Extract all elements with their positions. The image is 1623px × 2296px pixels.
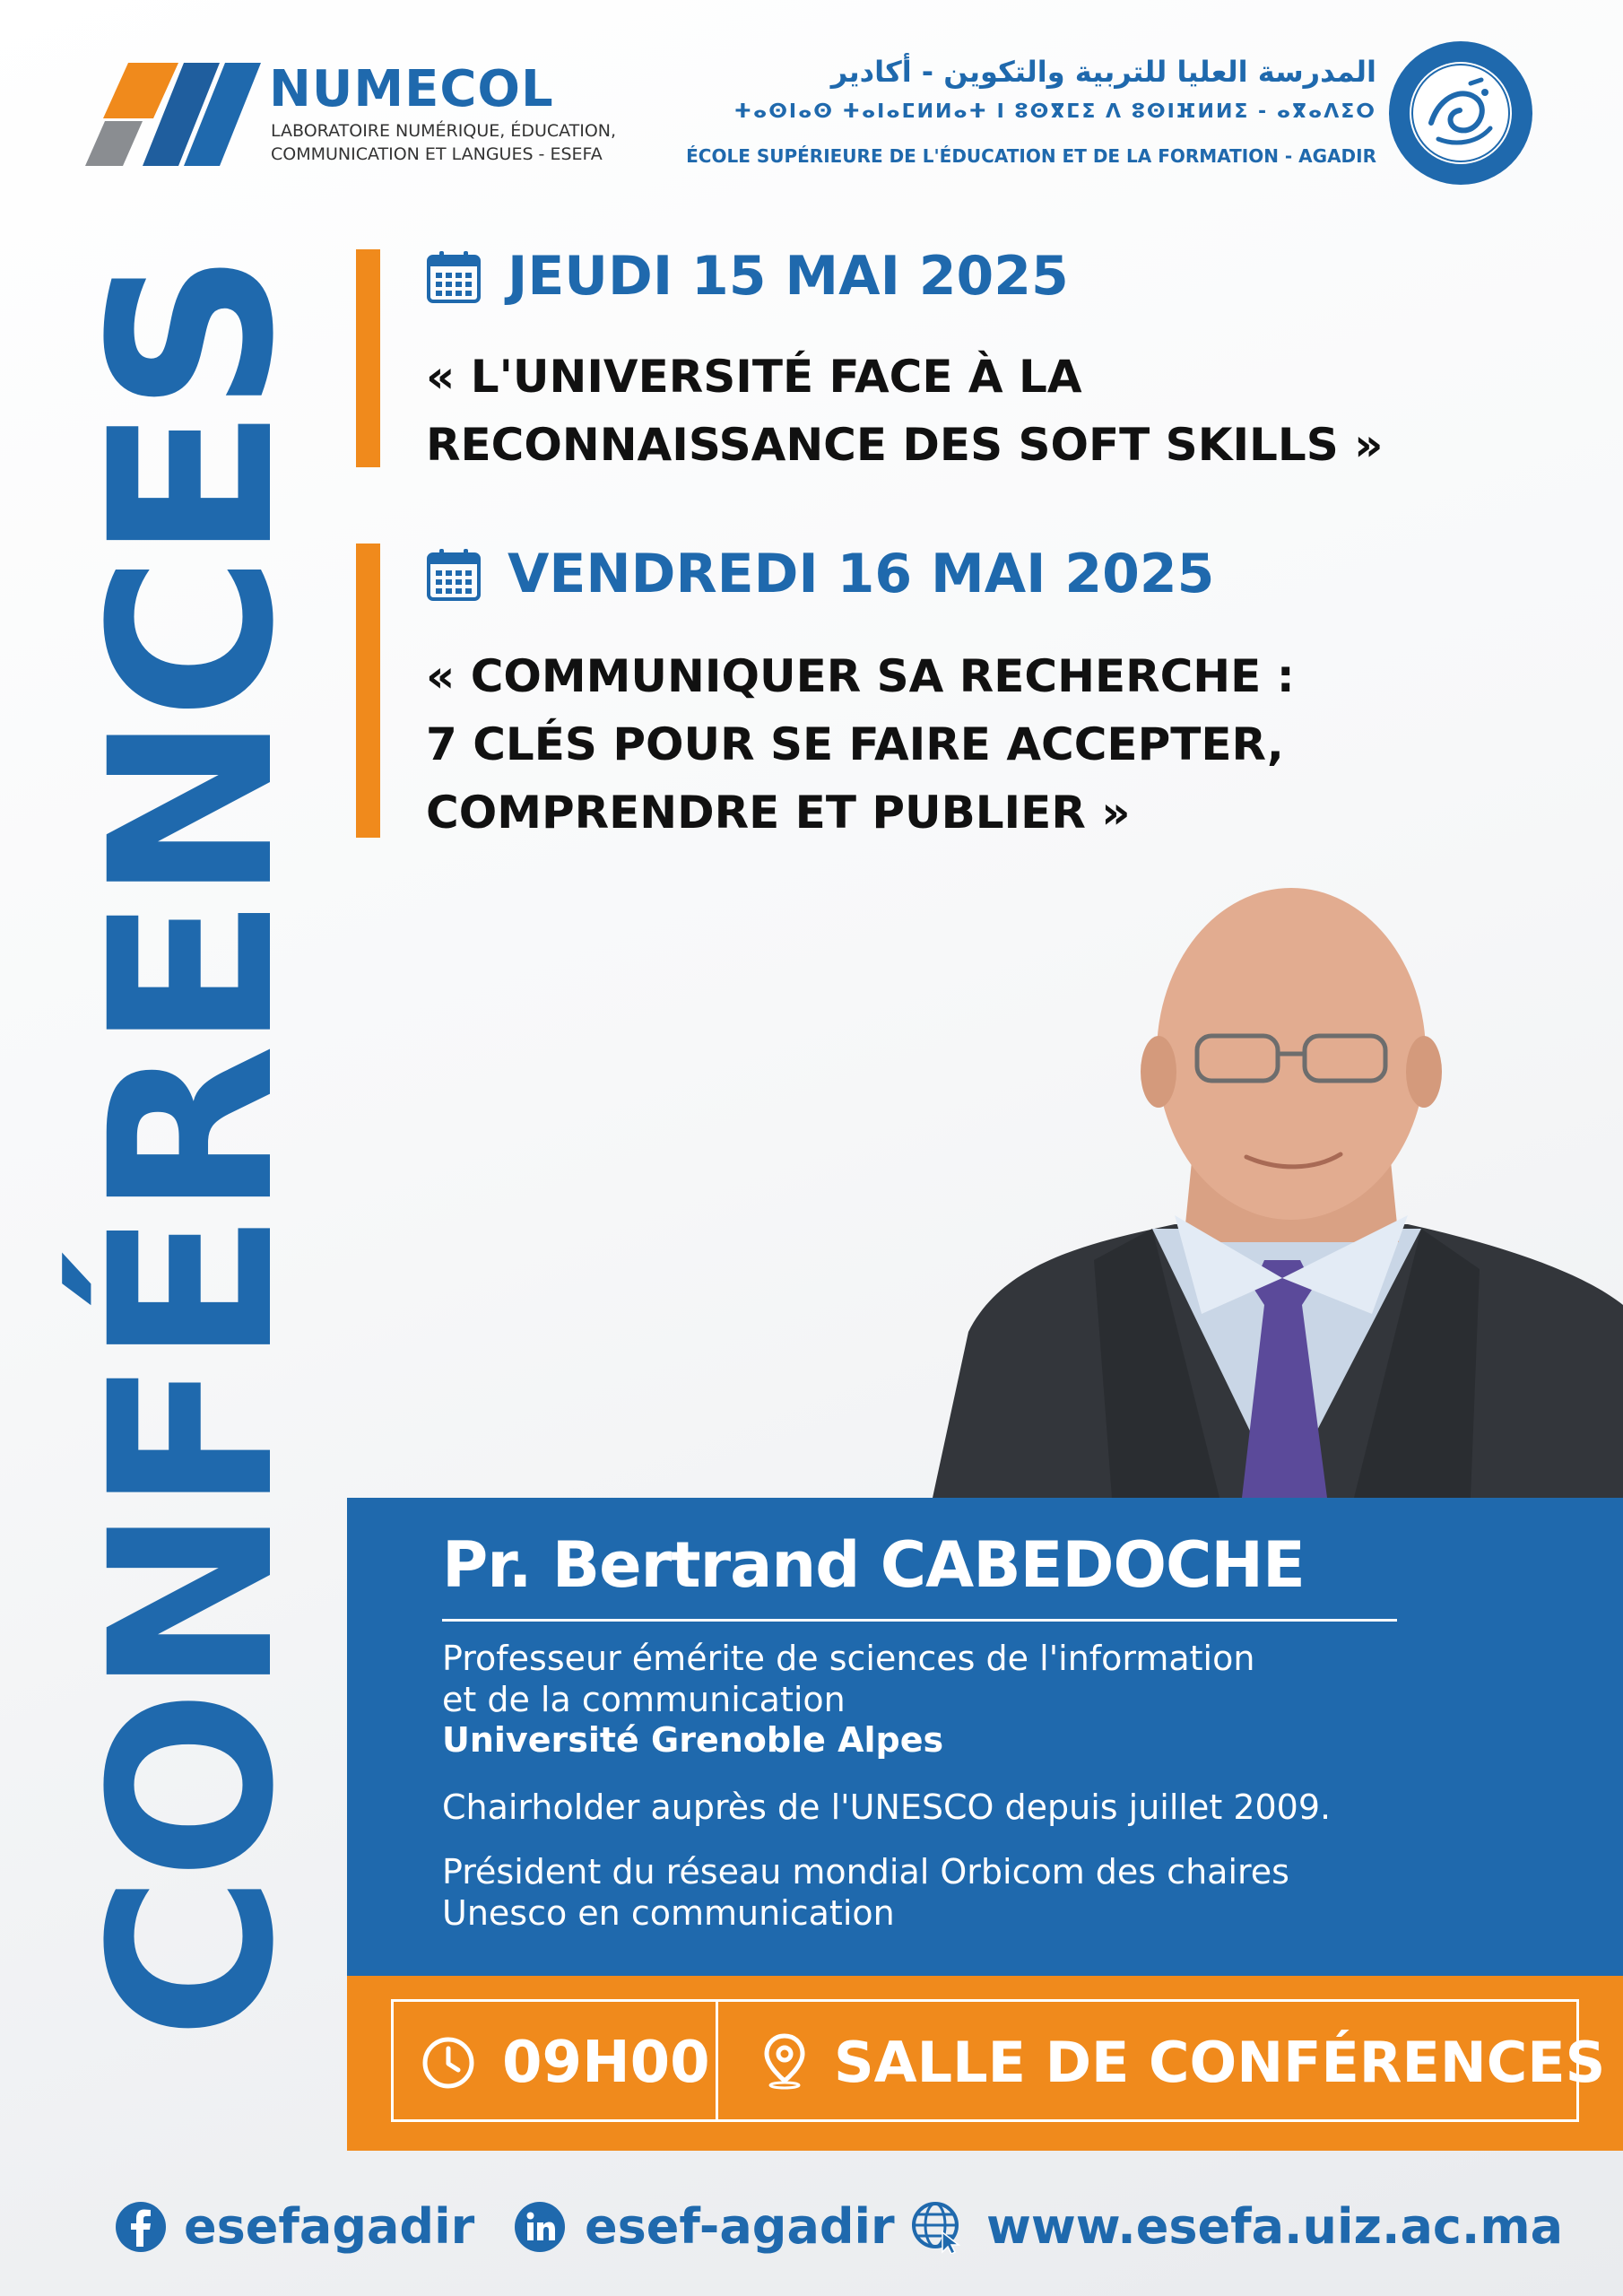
speaker-university: Université Grenoble Alpes: [442, 1720, 944, 1760]
speaker-name-underline: [442, 1619, 1397, 1622]
conference-1-topic-line-2: RECONNAISSANCE DES SOFT SKILLS »: [426, 419, 1384, 471]
conference-2-topic-line-3: COMPRENDRE ET PUBLIER »: [426, 787, 1131, 839]
globe-icon[interactable]: [910, 2200, 964, 2254]
speaker-bio-line: Chairholder auprès de l'UNESCO depuis juillet 2009.: [442, 1787, 1332, 1827]
calendar-icon: [426, 249, 482, 305]
facebook-link[interactable]: esefagadir: [184, 2198, 475, 2255]
linkedin-icon[interactable]: [513, 2200, 567, 2254]
conference-1-topic-line-1: « L'UNIVERSITÉ FACE À LA: [426, 351, 1082, 403]
speaker-portrait: [933, 883, 1623, 1498]
info-divider: [716, 1999, 718, 2122]
facebook-icon[interactable]: [114, 2200, 168, 2254]
conference-1-date: JEUDI 15 MAI 2025: [508, 245, 1069, 308]
school-name-arabic: المدرسة العليا للتربية والتكوين - أكادير: [830, 55, 1376, 89]
speaker-bio-line: et de la communication: [442, 1680, 846, 1719]
numecol-name: NUMECOL: [269, 60, 554, 118]
numecol-logo: [85, 63, 265, 166]
university-seal-logo: [1388, 40, 1533, 186]
event-time: 09H00: [502, 2030, 710, 2096]
event-location: SALLE DE CONFÉRENCES: [834, 2030, 1606, 2095]
calendar-icon: [426, 547, 482, 603]
numecol-subtitle-line-1: LABORATOIRE NUMÉRIQUE, ÉDUCATION,: [271, 121, 617, 141]
location-pin-icon: [762, 2032, 807, 2090]
conference-2-date: VENDREDI 16 MAI 2025: [508, 543, 1215, 605]
speaker-bio-line: Professeur émérite de sciences de l'information: [442, 1639, 1255, 1678]
numecol-subtitle-line-2: COMMUNICATION ET LANGUES - ESEFA: [271, 144, 603, 164]
school-name-french: ÉCOLE SUPÉRIEURE DE L'ÉDUCATION ET DE LA FORMATION - AGADIR: [686, 145, 1376, 167]
speaker-name: Pr. Bertrand CABEDOCHE: [442, 1528, 1305, 1602]
speaker-bio-line: Président du réseau mondial Orbicom des chaires: [442, 1852, 1289, 1892]
linkedin-link[interactable]: esef-agadir: [585, 2198, 895, 2255]
conference-2-topic-line-2: 7 CLÉS POUR SE FAIRE ACCEPTER,: [426, 718, 1284, 770]
speaker-bio-line: Unesco en communication: [442, 1893, 895, 1933]
vertical-title: CONFÉRENCES: [62, 257, 323, 2039]
conference-2-topic-line-1: « COMMUNIQUER SA RECHERCHE :: [426, 650, 1295, 702]
clock-icon: [421, 2036, 475, 2090]
accent-bar: [356, 544, 380, 838]
school-name-tifinagh: ⵜⴰⵙⵏⴰⵙ ⵜⴰⵏⴰⵎⵍⵍⴰⵜ ⵏ ⵓⵙⴳⵎⵉ ⴷ ⵓⵙⵏⴼⵍⵍⵉ - ⴰⴳⴰⴷⵉⵔ: [733, 100, 1376, 123]
website-link[interactable]: www.esefa.uiz.ac.ma: [986, 2198, 1564, 2255]
accent-bar: [356, 249, 380, 467]
